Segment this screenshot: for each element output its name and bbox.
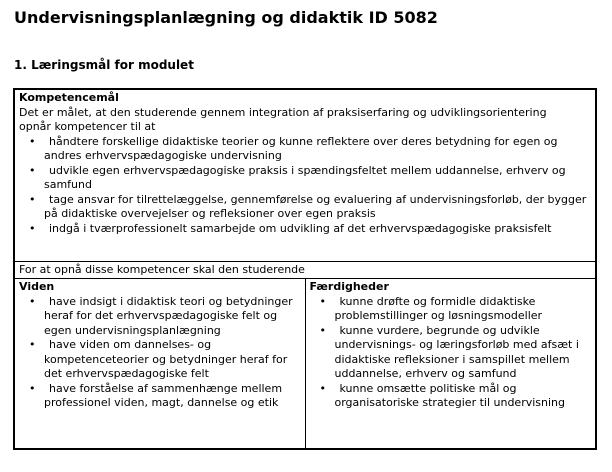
bullet-item: • håndtere forskellige didaktiske teorier og kunne reflektere over deres betydning for egen og andres erhvervspædagogiske undervisning — [19, 135, 591, 164]
bullet-item: • have indsigt i didaktisk teori og betydninger heraf for det erhvervspædagogiske felt og egen undervisningsplanlægning — [19, 295, 301, 339]
document-page — [0, 8, 612, 472]
competence-row — [14, 89, 596, 261]
bullet-item: • kunne drøfte og formidle didaktiske problemstillinger og løsningsmodeller — [310, 295, 592, 324]
page-title: Undervisningsplanlægning og didaktik ID 5082 — [14, 8, 438, 27]
bridge-text: For at opnå disse kompetencer skal den studerende — [14, 261, 596, 279]
faerdigheder-cell — [305, 279, 596, 449]
bullet-item: • have viden om dannelses- og kompetenceteorier og betydninger heraf for det erhvervspædagogiske felt — [19, 338, 301, 382]
bullet-item: • indgå i tværprofessionelt samarbejde om udvikling af det erhvervspædagogiske praksisfelt — [19, 222, 591, 237]
viden-bullet-list — [19, 295, 301, 411]
bullet-item: • have forståelse af sammenhænge mellem professionel viden, magt, dannelse og etik — [19, 382, 301, 411]
competence-intro: Det er målet, at den studerende gennem integration af praksiserfaring og udviklingsorientering opnår kompetencer til at — [19, 105, 547, 133]
competence-bullet-list — [19, 135, 591, 237]
faerdigheder-bullet-list — [310, 295, 592, 411]
viden-heading: Viden — [19, 280, 55, 293]
competence-heading: Kompetencemål — [19, 91, 119, 104]
faerdigheder-heading: Færdigheder — [309, 280, 389, 293]
bullet-item: • kunne omsætte politiske mål og organisatoriske strategier til undervisning — [310, 382, 592, 411]
competence-cell — [14, 89, 596, 261]
viden-faerdigheder-row — [14, 279, 596, 449]
section-heading: 1. Læringsmål for modulet — [14, 58, 194, 72]
bullet-item: • kunne vurdere, begrunde og udvikle undervisnings- og læringsforløb med afsæt i didaktiske refleksioner i samspillet mellem uddannelse, erhverv og samfund — [310, 324, 592, 382]
viden-cell — [14, 279, 305, 449]
learning-goals-table — [13, 88, 597, 450]
bullet-item: • tage ansvar for tilrettelæggelse, gennemførelse og evaluering af undervisningsforløb, der bygger på didaktiske overvejelser og refleksioner over egen praksis — [19, 193, 591, 222]
bridge-row — [14, 261, 596, 279]
bullet-item: • udvikle egen erhvervspædagogiske praksis i spændingsfeltet mellem uddannelse, erhverv og samfund — [19, 164, 591, 193]
